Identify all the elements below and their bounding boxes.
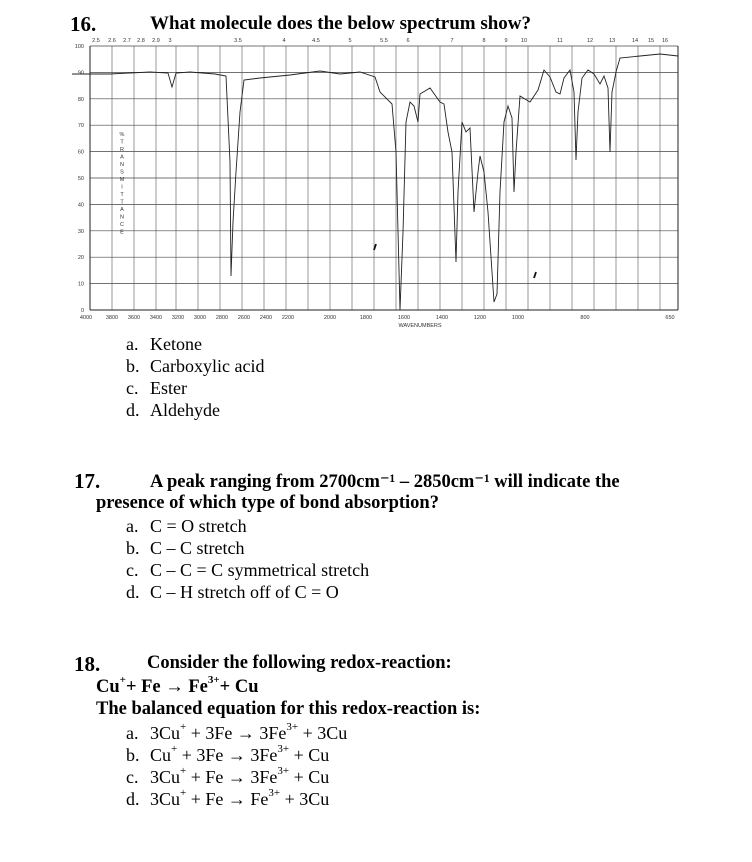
y-axis-label-letter: T (120, 199, 124, 206)
q17-option-b[interactable]: b. C – C stretch (126, 538, 245, 558)
q18-option-b[interactable]: b. $Cu^+ + 3Fe \to 3Fe^{3+} + Cu$ (126, 743, 330, 765)
q17-question-line1: A peak ranging from 2700cm⁻¹ – 2850cm⁻¹ will indicate the (150, 472, 620, 492)
y-tick-label: 30 (77, 228, 84, 235)
x-tick-label: 650 (665, 315, 675, 321)
q16-option-a[interactable]: a. Ketone (126, 334, 202, 354)
micron-tick-label: 2.7 (123, 38, 131, 44)
y-axis-label-letter: S (120, 169, 124, 176)
micron-tick-label: 14 (631, 38, 639, 44)
q18-option-a[interactable]: a. $3Cu^+ + 3Fe \to 3Fe^{3+} + 3Cu$ (126, 721, 348, 743)
micron-tick-label: 7 (450, 38, 454, 44)
y-axis-label-letter: % (119, 132, 125, 138)
y-axis-label-letter: A (120, 207, 124, 213)
x-tick-label: 3000 (193, 315, 207, 321)
x-tick-label: 2800 (215, 315, 229, 321)
y-tick-label: 80 (77, 96, 84, 103)
q18-number: 18. (74, 652, 101, 676)
y-axis-label-letter: N (120, 162, 124, 168)
micron-tick-label: 3.5 (234, 38, 242, 44)
micron-tick-label: 2.6 (108, 38, 116, 44)
q18-options (126, 722, 347, 810)
q17-options (126, 515, 369, 603)
q16-option-b[interactable]: b. Carboxylic acid (126, 356, 265, 376)
y-tick-label: 0 (80, 308, 84, 314)
micron-tick-label: 2.9 (152, 38, 160, 44)
x-tick-label: 4000 (79, 315, 93, 321)
y-tick-label: 50 (77, 176, 84, 182)
y-tick-label: 60 (77, 149, 84, 156)
q16-option-d[interactable]: d. Aldehyde (126, 400, 220, 420)
micron-tick-label: 12 (586, 38, 594, 44)
ir-spectrum-chart (0, 32, 690, 332)
y-axis-label-letter: T (120, 139, 124, 146)
q17-option-d[interactable]: d. C – H stretch off of C = O (126, 582, 339, 602)
q18-reaction: $Cu^++ Fe \to Fe^{3+}+ Cu$ (96, 673, 259, 697)
spectrum-x-axis-label: WAVENUMBERS (398, 323, 442, 329)
x-tick-label: 3600 (127, 315, 141, 321)
y-axis-label-letter: M (119, 177, 125, 183)
y-tick-label: 90 (77, 70, 84, 77)
y-axis-label-letter: C (120, 222, 124, 228)
spectrum-y-tick-labels (75, 44, 84, 314)
micron-tick-label: 2.5 (92, 38, 100, 44)
y-tick-label: 10 (77, 281, 84, 288)
y-axis-label-letter: A (120, 154, 124, 161)
q18-option-d[interactable]: d. $3Cu^+ + Fe \to Fe^{3+} + 3Cu$ (126, 787, 330, 809)
x-tick-label: 1200 (473, 315, 487, 321)
q18-option-c[interactable]: c. $3Cu^+ + Fe \to 3Fe^{3+} + Cu$ (126, 765, 330, 787)
x-tick-label: 1400 (435, 315, 449, 321)
q17-number: 17. (74, 469, 101, 493)
x-tick-label: 3400 (149, 315, 163, 321)
x-tick-label: 2400 (259, 315, 273, 321)
q16-option-c[interactable]: c. Ester (126, 378, 187, 398)
q16-question: What molecule does the below spectrum show? (150, 13, 532, 34)
x-tick-label: 3200 (171, 315, 185, 321)
x-tick-label: 800 (580, 315, 590, 321)
q18-question: Consider the following redox-reaction: (147, 653, 452, 673)
spectrum-trace (72, 54, 678, 310)
q18-prompt: The balanced equation for this redox-reaction is: (96, 699, 481, 719)
micron-tick-label: 8 (482, 38, 486, 44)
y-tick-label: 100 (74, 44, 84, 50)
y-axis-label-letter: I (121, 184, 123, 191)
micron-tick-label: 6 (406, 38, 410, 44)
micron-tick-label: 16 (661, 38, 669, 44)
x-tick-label: 2000 (323, 315, 337, 321)
x-tick-label: 3800 (105, 315, 119, 321)
y-axis-label-letter: R (120, 147, 124, 153)
q16-options (126, 333, 264, 421)
micron-tick-label: 9 (504, 38, 508, 44)
x-tick-label: 2600 (237, 315, 251, 321)
spectrum-y-axis-label (120, 132, 125, 236)
x-tick-label: 1000 (511, 315, 525, 321)
micron-tick-label: 11 (557, 38, 563, 44)
micron-tick-label: 5 (348, 38, 352, 44)
q17-option-c[interactable]: c. C – C = C symmetrical stretch (126, 560, 370, 580)
y-axis-label-letter: T (120, 192, 124, 198)
micron-tick-label: 4 (282, 38, 286, 44)
y-axis-label-letter: N (120, 214, 124, 221)
micron-tick-label: 3 (168, 38, 172, 44)
spectrum-mark-2 (534, 272, 536, 278)
micron-tick-label: 5.5 (380, 38, 388, 44)
q16-number: 16. (70, 12, 97, 36)
micron-tick-label: 4.5 (312, 38, 320, 44)
y-tick-label: 20 (77, 255, 84, 262)
y-axis-label-letter: E (120, 229, 124, 236)
micron-tick-label: 2.8 (137, 38, 145, 44)
micron-tick-label: 15 (647, 38, 655, 44)
spectrum-grid (90, 46, 678, 310)
x-tick-label: 1800 (359, 315, 373, 321)
spectrum-x-tick-labels (80, 315, 675, 321)
q17-question-line2: presence of which type of bond absorption? (96, 493, 439, 513)
spectrum-micron-tick-labels (92, 38, 668, 44)
micron-tick-label: 13 (608, 38, 616, 44)
micron-tick-label: 10 (520, 38, 528, 44)
x-tick-label: 1600 (397, 315, 411, 321)
y-tick-label: 70 (77, 123, 84, 130)
y-tick-label: 40 (77, 202, 84, 209)
x-tick-label: 2200 (281, 315, 295, 321)
q17-option-a[interactable]: a. C = O stretch (126, 516, 247, 536)
